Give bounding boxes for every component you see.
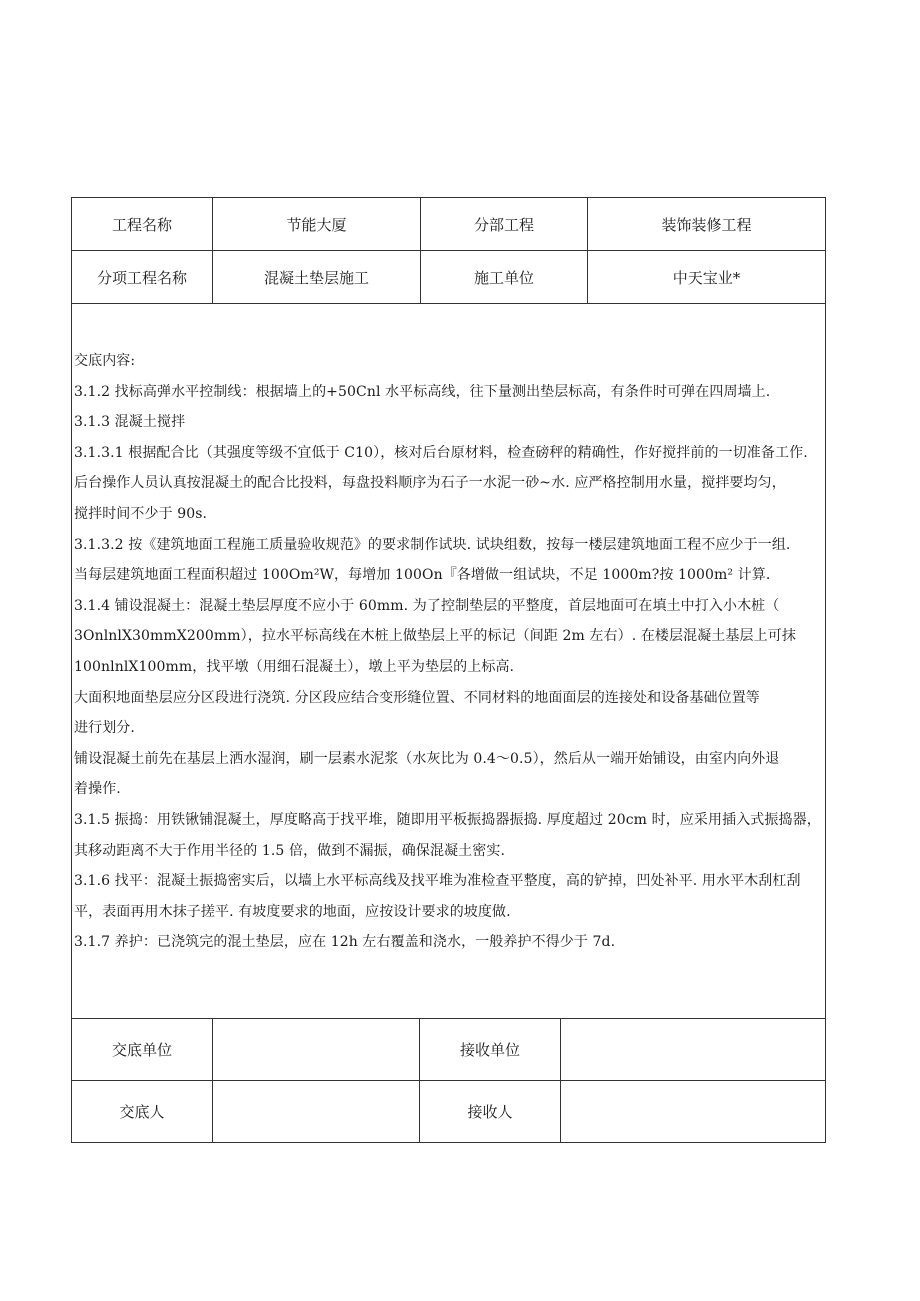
subitem-name-label: 分项工程名称 <box>72 251 213 303</box>
content-line: 3OnlnlX30mmX200mm），拉水平标高线在木桩上做垫层上平的标记（间距 2m 左右）. 在楼层混凝土基层上可抹 <box>74 628 796 645</box>
receiving-person-label: 接收人 <box>420 1081 561 1142</box>
content-line: 100nlnlX100mm，找平墩（用细石混凝土），墩上平为垫层的上标高. <box>74 658 515 675</box>
disclosure-content <box>72 304 825 1019</box>
content-line: 3.1.2 找标高弹水平控制线：根据墙上的+50Cnl 水平标高线，往下量测出垫层标高，有条件时可弹在四周墙上. <box>74 383 771 400</box>
header-row-subitem <box>72 251 825 304</box>
content-line: 大面积地面垫层应分区段进行浇筑. 分区段应结合变形缝位置、不同材料的地面面层的连接处和设备基础位置等 <box>74 689 760 706</box>
content-line: 3.1.6 找平：混凝土振捣密实后，以墙上水平标高线及找平堆为准检查平整度，高的铲掉，凹处补平. 用水平木刮杠刮 <box>74 873 801 890</box>
content-line: 3.1.5 振捣：用铁锹铺混凝土，厚度略高于找平堆，随即用平板振捣器振捣. 厚度超过 20cm 时，应采用插入式振捣器， <box>74 811 821 828</box>
content-line: 3.1.3.1 根据配合比（其强度等级不宜低于 C10），核对后台原材料，检查磅秤的精确性，作好搅拌前的一切准备工作. <box>74 444 808 461</box>
content-title: 交底内容: <box>74 353 136 369</box>
disclosing-unit-value <box>213 1019 420 1080</box>
disclosing-person-label: 交底人 <box>72 1081 213 1142</box>
content-line: 着操作. <box>74 781 121 798</box>
contractor-label: 施工单位 <box>421 251 588 303</box>
content-line: 平，表面再用木抹子搓平. 有坡度要求的地面，应按设计要求的坡度做. <box>74 903 511 920</box>
project-name-value: 节能大厦 <box>213 198 421 250</box>
technical-disclosure-form <box>71 197 826 1143</box>
receiving-unit-label: 接收单位 <box>420 1019 561 1080</box>
content-line: 当每层建筑地面工程面积超过 100Om²W，每增加 100On『各增做一组试块，不足 1000m?按 1000m² 计算. <box>74 567 771 584</box>
footer-row-unit <box>72 1019 825 1081</box>
receiving-unit-value <box>561 1019 825 1080</box>
content-line: 3.1.7 养护：已浇筑完的混土垫层，应在 12h 左右覆盖和浇水，一般养护不得少于 7d. <box>74 934 616 951</box>
content-line: 后台操作人员认真按混凝土的配合比投料，每盘投料顺序为石子一水泥一砂~水. 应严格控制用水量，搅拌要均匀， <box>74 475 786 492</box>
content-line: 3.1.3 混凝土搅拌 <box>74 414 186 431</box>
project-name-label: 工程名称 <box>72 198 213 250</box>
content-line: 搅拌时间不少于 90s. <box>74 505 208 522</box>
content-line: 进行划分. <box>74 720 135 737</box>
division-value: 装饰装修工程 <box>661 215 752 234</box>
content-line: 3.1.3.2 按《建筑地面工程施工质量验收规范》的要求制作试块. 试块组数，按每一楼层建筑地面工程不应少于一组. <box>74 536 791 553</box>
content-line: 铺设混凝土前先在基层上洒水湿润，刷一层素水泥浆（水灰比为 0.4～0.5），然后从一端开始铺设，由室内向外退 <box>74 750 780 767</box>
contractor-value: 中天宝业* <box>672 268 741 287</box>
content-line: 其移动距离不大于作用半径的 1.5 倍，做到不漏振，确保混凝土密实. <box>74 842 506 859</box>
header-row-project <box>72 198 825 251</box>
division-label: 分部工程 <box>421 198 588 250</box>
disclosing-person-value <box>213 1081 420 1142</box>
content-line: 3.1.4 铺设混凝土：混凝土垫层厚度不应小于 60mm. 为了控制垫层的平整度，首层地面可在填土中打入小木桩（ <box>74 597 780 614</box>
receiving-person-value <box>561 1081 825 1142</box>
disclosing-unit-label: 交底单位 <box>72 1019 213 1080</box>
subitem-name-value: 混凝土垫层施工 <box>213 251 421 303</box>
footer-row-person <box>72 1081 825 1142</box>
